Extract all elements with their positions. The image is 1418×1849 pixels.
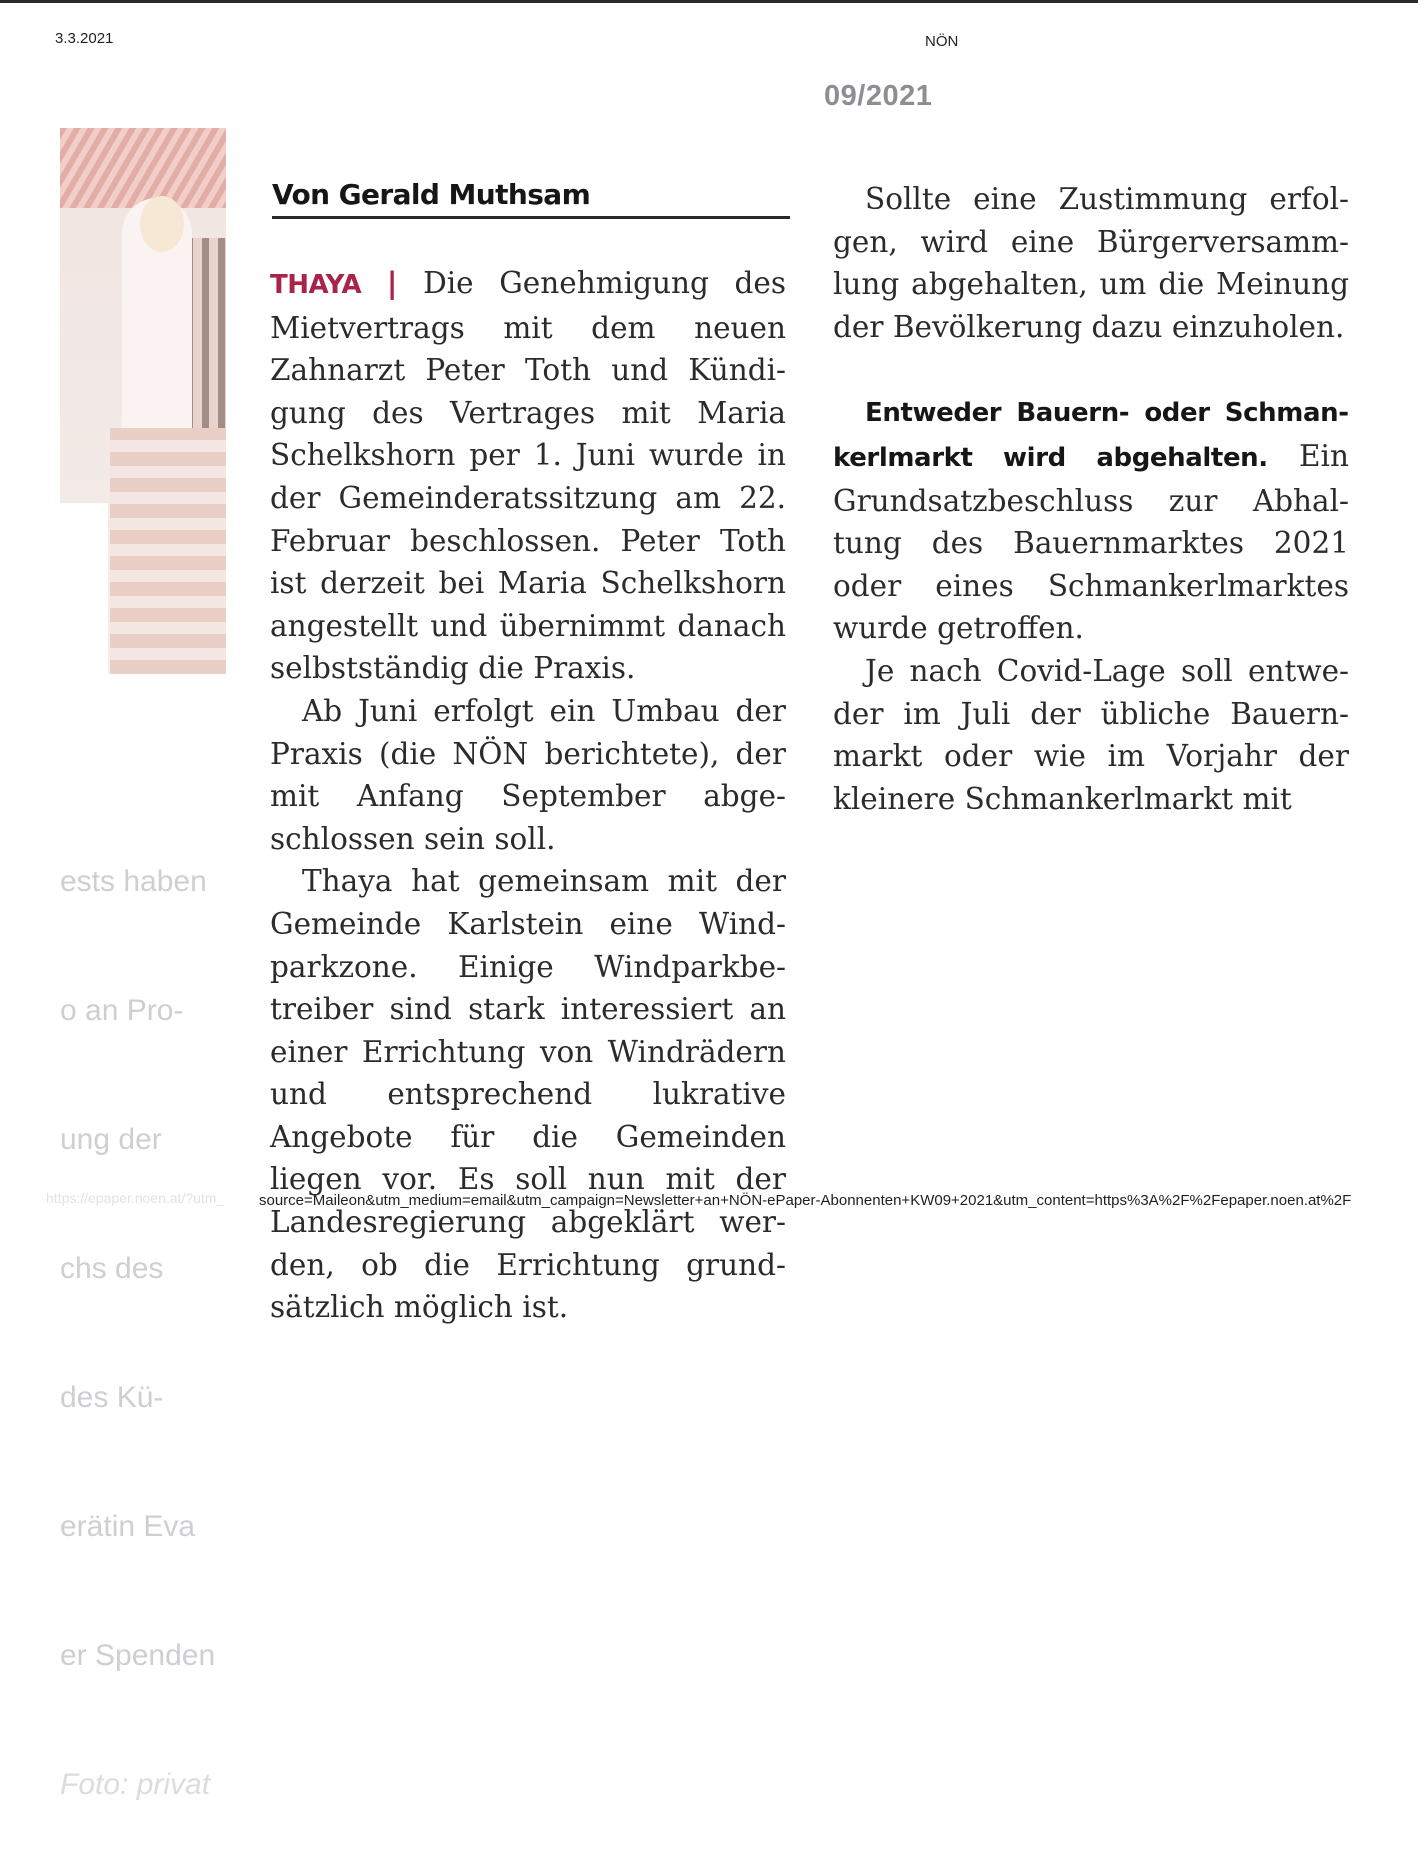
issue-number: 09/2021: [824, 80, 933, 112]
print-date: 3.3.2021: [55, 30, 114, 47]
article-column-right: [833, 178, 1349, 820]
spacer: [833, 348, 1349, 390]
photo-edge: [60, 503, 108, 674]
roof-tiles: [60, 128, 226, 208]
top-rule: [0, 0, 1418, 3]
paragraph: Thaya hat gemeinsam mit der Gemeinde Karlstein eine Windparkzone. Einige Windparkbetreiber sind stark interessiert an einer Errichtung von Windrädern und entsprechend lukrative Angebote für die Gemeinden liegen vor. Es soll nun mit der Landesregierung abgeklärt werden, ob die Errichtung grundsätzlich möglich ist.: [270, 864, 786, 1325]
footer-url[interactable]: source=Maileon&utm_medium=email&utm_campaign=Newsletter+an+NÖN-ePaper-Abonnenten+KW09+2021&utm_content=https%3A%2F%2Fepaper.noen.at%2F: [259, 1192, 1352, 1209]
byline: Von Gerald Muthsam: [272, 178, 790, 219]
subhead-paragraph: [833, 390, 1349, 650]
caption-line: des Kü-: [60, 1381, 164, 1414]
paragraph: Ab Juni erfolgt ein Umbau der Praxis (die NÖN berichtete), der mit Anfang September abgeschlossen sein soll.: [270, 693, 786, 856]
paragraph-text: Ein Grundsatzbeschluss zur Abhaltung des Bauernmarktes 2021 oder eines Schmankerlmarktes wurde getroffen.: [833, 438, 1349, 646]
lead-text: Die Genehmigung des Mietvertrags mit dem neuen Zahnarzt Peter Toth und Kündigung des Vertrages mit Maria Schelkshorn per 1. Juni wurde in der Gemeinderatssitzung am 22. Februar beschlossen. Peter Toth ist derzeit bei Maria Schelkshorn angestellt und übernimmt danach selbstständig die Praxis.: [270, 266, 786, 686]
window-shutter: [110, 428, 226, 674]
faded-url: https://epaper.noen.at/?utm_: [46, 1190, 225, 1206]
person-head: [140, 196, 184, 252]
caption-line: er Spenden: [60, 1639, 216, 1672]
photo-caption: [60, 774, 220, 1849]
caption-line: o an Pro-: [60, 994, 184, 1027]
kicker-separator: |: [386, 266, 398, 300]
photo-credit: Foto: privat: [60, 1768, 211, 1801]
publication-name: NÖN: [925, 33, 959, 50]
caption-line: erätin Eva: [60, 1510, 196, 1543]
paragraph: Sollte eine Zustimmung erfolgen, wird eine Bürgerversammlung abgehalten, um die Meinung der Bevölkerung dazu einzuholen.: [833, 182, 1349, 344]
location-kicker: THAYA: [270, 270, 362, 300]
lead-paragraph: [270, 262, 786, 690]
paragraph: Je nach Covid-Lage soll entweder im Juli der übliche Bauernmarkt oder wie im Vorjahr der kleinere Schmankerlmarkt mit: [833, 653, 1349, 816]
caption-line: chs des: [60, 1252, 164, 1285]
article-column-left: [270, 262, 786, 1329]
caption-line: ung der: [60, 1123, 162, 1156]
caption-line: ests haben: [60, 865, 207, 898]
subhead: Entweder Bauern- oder Schmankerlmarkt wird abgehalten.: [833, 398, 1349, 473]
article-photo: [60, 128, 226, 674]
